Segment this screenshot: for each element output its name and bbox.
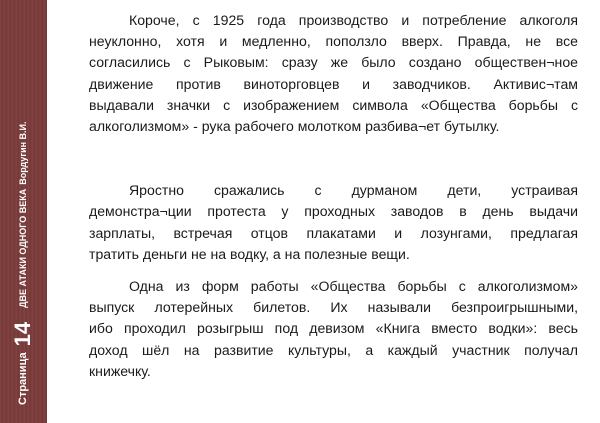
side-bar-text (12, 11, 34, 411)
text-line: движение против виноторговцев и заводчиков. Активис¬там (89, 75, 578, 92)
text-line: доход шёл на развитие культуры, а каждый участник получал (89, 341, 578, 358)
text-line: Яростно сражались с дурманом дети, устраивая (129, 182, 578, 199)
text-line: согласились с Рыковым: сразу же было создано обществен¬ное (89, 54, 578, 71)
page-number: 14 (10, 321, 35, 347)
paragraph-3 (89, 276, 578, 382)
text-line: Короче, с 1925 года производство и потребление алкоголя (129, 12, 578, 28)
text-line: тратить деньги не на водку, а на полезные вещи. (89, 245, 410, 262)
side-bar (0, 0, 47, 423)
text-line: неуклонно, хотя и медленно, поползло вверх. Правда, не все (89, 33, 578, 50)
book-title: ДВЕ АТАКИ ОДНОГО ВЕКА (18, 188, 28, 308)
text-line: алкоголизмом» - рука рабочего молотком разбива¬ет бутылку. (89, 118, 500, 135)
text-line: Одна из форм работы «Общества борьбы с алкоголизмом» (129, 278, 578, 295)
page-content (89, 10, 578, 382)
text-line: ибо проходил розыгрыш под девизом «Книга вместо водки»: весь (89, 320, 578, 337)
text-line: выпуск лотерейных билетов. Их называли безпроигрышными, (89, 299, 578, 316)
paragraph-1 (89, 10, 578, 137)
page-label: Страница (17, 352, 29, 405)
book-author: Вордугин В.И. (18, 121, 28, 185)
paragraph-2 (89, 180, 578, 265)
text-line: выдавали значки с изображением символа «Общества борьбы с (89, 96, 578, 113)
text-line: книжечку. (89, 362, 151, 379)
text-line: демонстра¬ции протеста у проходных заводов в день выдачи (89, 203, 578, 220)
text-line: зарплаты, встречая отцов плакатами и лозунгами, предлагая (89, 224, 578, 241)
